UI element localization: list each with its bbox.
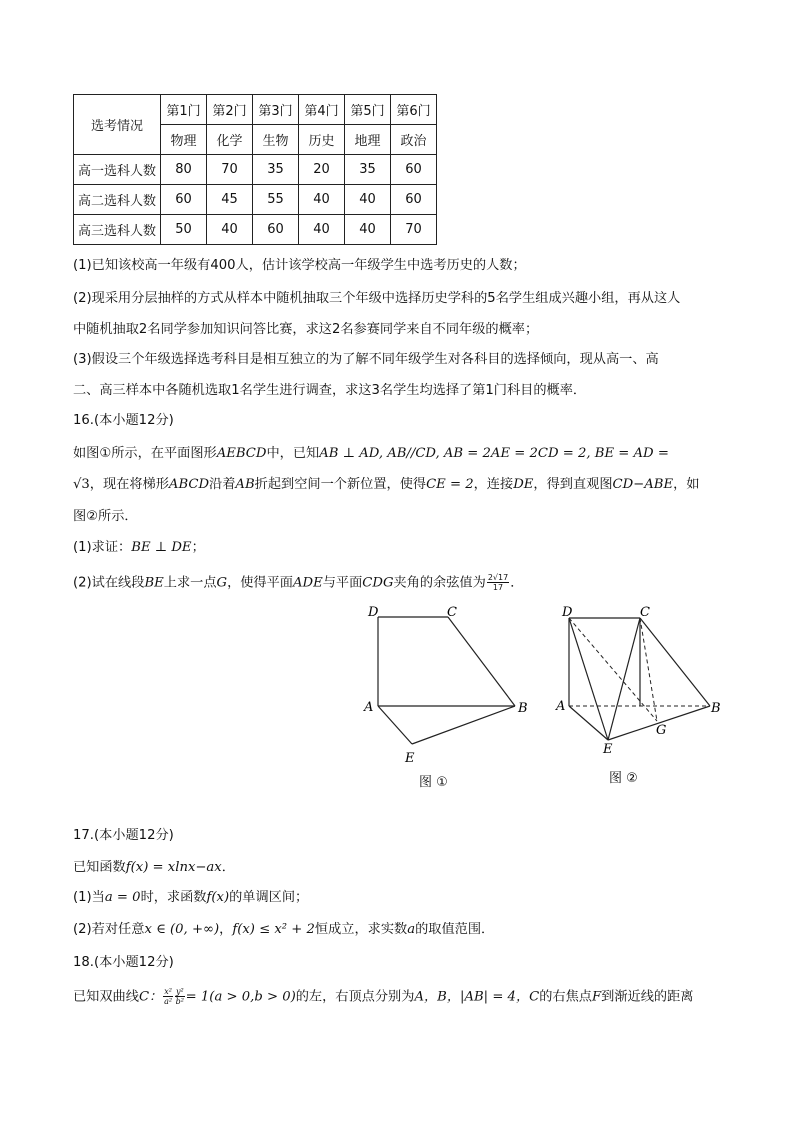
text: ． [221, 860, 235, 875]
text: ， [219, 922, 233, 937]
fig2-label-b: B [711, 701, 721, 716]
math: = 1(a > 0,b > 0) [185, 989, 296, 1005]
table-row [74, 215, 437, 245]
subject-no: 第3门 [253, 95, 299, 125]
table-cell: 70 [207, 155, 253, 185]
q15-part3-line1: (3)假设三个年级选择选考科目是相互独立的为了解不同年级学生对各科目的选择倾向，现从高一、高 [73, 352, 659, 367]
subject-no: 第1门 [161, 95, 207, 125]
q16-line3: 图②所示． [73, 509, 138, 524]
text: ； [191, 540, 205, 555]
q18-header: 18.(本小题12分) [73, 955, 174, 970]
q16-header: 16.(本小题12分) [73, 413, 174, 428]
fig1-label-c: C [447, 605, 457, 620]
math: a [407, 922, 416, 937]
numerator: x² [164, 987, 172, 996]
fig1-label-e: E [405, 751, 415, 766]
text: 的左，右顶点分别为 [295, 989, 415, 1005]
table-cell: 80 [161, 155, 207, 185]
math: CE = 2 [426, 477, 474, 492]
math: AEBCD [216, 446, 267, 461]
subject-name: 化学 [207, 125, 253, 155]
text: ，连接 [473, 477, 514, 492]
q15-part3-line2: 二、高三样本中各随机选取1名学生进行调查，求这3名学生均选择了第1门科目的概率． [73, 383, 587, 398]
math: AB [235, 477, 255, 492]
figure-1-caption: 图 ① [419, 775, 448, 790]
text: ，如 [673, 477, 700, 492]
math: a = 0 [104, 890, 141, 905]
fig2-label-c: C [640, 605, 650, 620]
subject-name: 生物 [253, 125, 299, 155]
table-cell: 40 [299, 215, 345, 245]
figure-1-trapezoid [360, 600, 540, 772]
text: 恒成立，求实数 [314, 922, 408, 937]
math: A，B，|AB| = 4，C [414, 989, 540, 1005]
q15-part2-line1: (2)现采用分层抽样的方式从样本中随机抽取三个年级中选择历史学科的5名学生组成兴趣小组，再从这人 [73, 291, 681, 306]
text: ，得到直观图 [533, 477, 613, 492]
table-cell: 60 [161, 185, 207, 215]
q18-line1 [73, 987, 693, 1008]
math: f(x) [206, 890, 230, 905]
subject-no: 第4门 [299, 95, 345, 125]
text: 的单调区间； [229, 890, 309, 905]
math: BE [144, 575, 164, 591]
fig2-label-d: D [562, 605, 573, 620]
subject-no: 第6门 [391, 95, 437, 125]
q17-header: 17.(本小题12分) [73, 828, 174, 843]
math: ABCD [168, 477, 210, 492]
text: 时，求函数 [140, 890, 207, 905]
text: ，现在将梯形 [89, 477, 169, 492]
subject-name: 地理 [345, 125, 391, 155]
text: 与平面 [322, 575, 363, 591]
math: √3 [73, 477, 90, 492]
denominator: b² [175, 997, 184, 1006]
fig2-label-a: A [556, 699, 566, 714]
denominator: 17 [492, 583, 504, 592]
math: AB ⊥ AD, AB//CD, AB = 2AE = 2CD = 2, BE = AD = [319, 446, 669, 461]
text: 上求一点 [163, 575, 217, 591]
subject-name: 政治 [391, 125, 437, 155]
text: (1)当 [73, 890, 105, 905]
text: 到渐近线的距离 [601, 989, 694, 1005]
text: (2)若对任意 [73, 922, 145, 937]
fig1-label-b: B [518, 701, 528, 716]
table-cell: 40 [299, 185, 345, 215]
math: BE ⊥ DE [131, 540, 192, 555]
fig1-label-d: D [368, 605, 379, 620]
subject-no: 第5门 [345, 95, 391, 125]
math: x ∈ (0, +∞) [144, 922, 220, 937]
figure-2-solid [552, 600, 732, 760]
math: CD−ABE [612, 477, 674, 492]
math: DE [513, 477, 534, 492]
q16-line1 [73, 444, 669, 464]
math: CDG [362, 575, 394, 591]
q16-part1 [73, 538, 205, 558]
math: ADE [293, 575, 323, 591]
q16-line2 [73, 475, 699, 495]
fraction [175, 987, 185, 1006]
text: 已知函数 [73, 860, 126, 875]
table-row [74, 155, 437, 185]
figure-2-caption: 图 ② [609, 771, 638, 786]
text: 沿着 [209, 477, 236, 492]
q17-part1 [73, 888, 308, 908]
text: 如图①所示，在平面图形 [73, 446, 217, 461]
table-cell: 50 [161, 215, 207, 245]
q17-part2 [73, 920, 494, 940]
table-corner-label: 选考情况 [74, 95, 161, 155]
denominator: a² [164, 997, 173, 1006]
table-cell: 60 [391, 155, 437, 185]
text: ，使得平面 [227, 575, 293, 591]
q16-part2 [73, 573, 523, 594]
subject-name: 物理 [161, 125, 207, 155]
table-cell: 55 [253, 185, 299, 215]
fraction [487, 573, 509, 592]
selection-table [73, 94, 437, 245]
table-cell: 35 [345, 155, 391, 185]
text: 的右焦点 [539, 989, 592, 1005]
text: 已知双曲线 [73, 989, 139, 1005]
math: f(x) = xlnx−ax [125, 860, 222, 875]
table-cell: 60 [391, 185, 437, 215]
subject-no: 第2门 [207, 95, 253, 125]
math: f(x) ≤ x² + 2 [232, 922, 315, 937]
text: 的取值范围． [415, 922, 495, 937]
table-cell: 60 [253, 215, 299, 245]
table-cell: 40 [207, 215, 253, 245]
text: 中，已知 [266, 446, 320, 461]
q15-part1: (1)已知该校高一年级有400人，估计该学校高一年级学生中选考历史的人数； [73, 258, 526, 273]
text: ． [510, 575, 524, 591]
table-cell: 45 [207, 185, 253, 215]
math: C： [138, 989, 163, 1005]
numerator: y² [175, 987, 184, 996]
text: 折起到空间一个新位置，使得 [254, 477, 427, 492]
fig2-label-e: E [603, 742, 613, 757]
math: G [216, 575, 228, 591]
fig2-label-g: G [656, 723, 667, 738]
text: 夹角的余弦值为 [393, 575, 486, 591]
table-row [74, 185, 437, 215]
table-cell: 40 [345, 215, 391, 245]
table-cell: 70 [391, 215, 437, 245]
table-cell: 35 [253, 155, 299, 185]
row-label: 高三选科人数 [74, 215, 161, 245]
numerator: 2√17 [487, 573, 509, 582]
row-label: 高二选科人数 [74, 185, 161, 215]
q15-part2-line2: 中随机抽取2名同学参加知识问答比赛，求这2名参赛同学来自不同年级的概率； [73, 322, 539, 337]
fig1-label-a: A [364, 700, 374, 715]
q17-line1 [73, 858, 235, 878]
fraction [163, 987, 173, 1006]
table-cell: 40 [345, 185, 391, 215]
row-label: 高一选科人数 [74, 155, 161, 185]
subject-name: 历史 [299, 125, 345, 155]
table-cell: 20 [299, 155, 345, 185]
text: (1)求证： [73, 540, 132, 555]
math: F [591, 989, 602, 1005]
text: (2)试在线段 [73, 575, 145, 591]
